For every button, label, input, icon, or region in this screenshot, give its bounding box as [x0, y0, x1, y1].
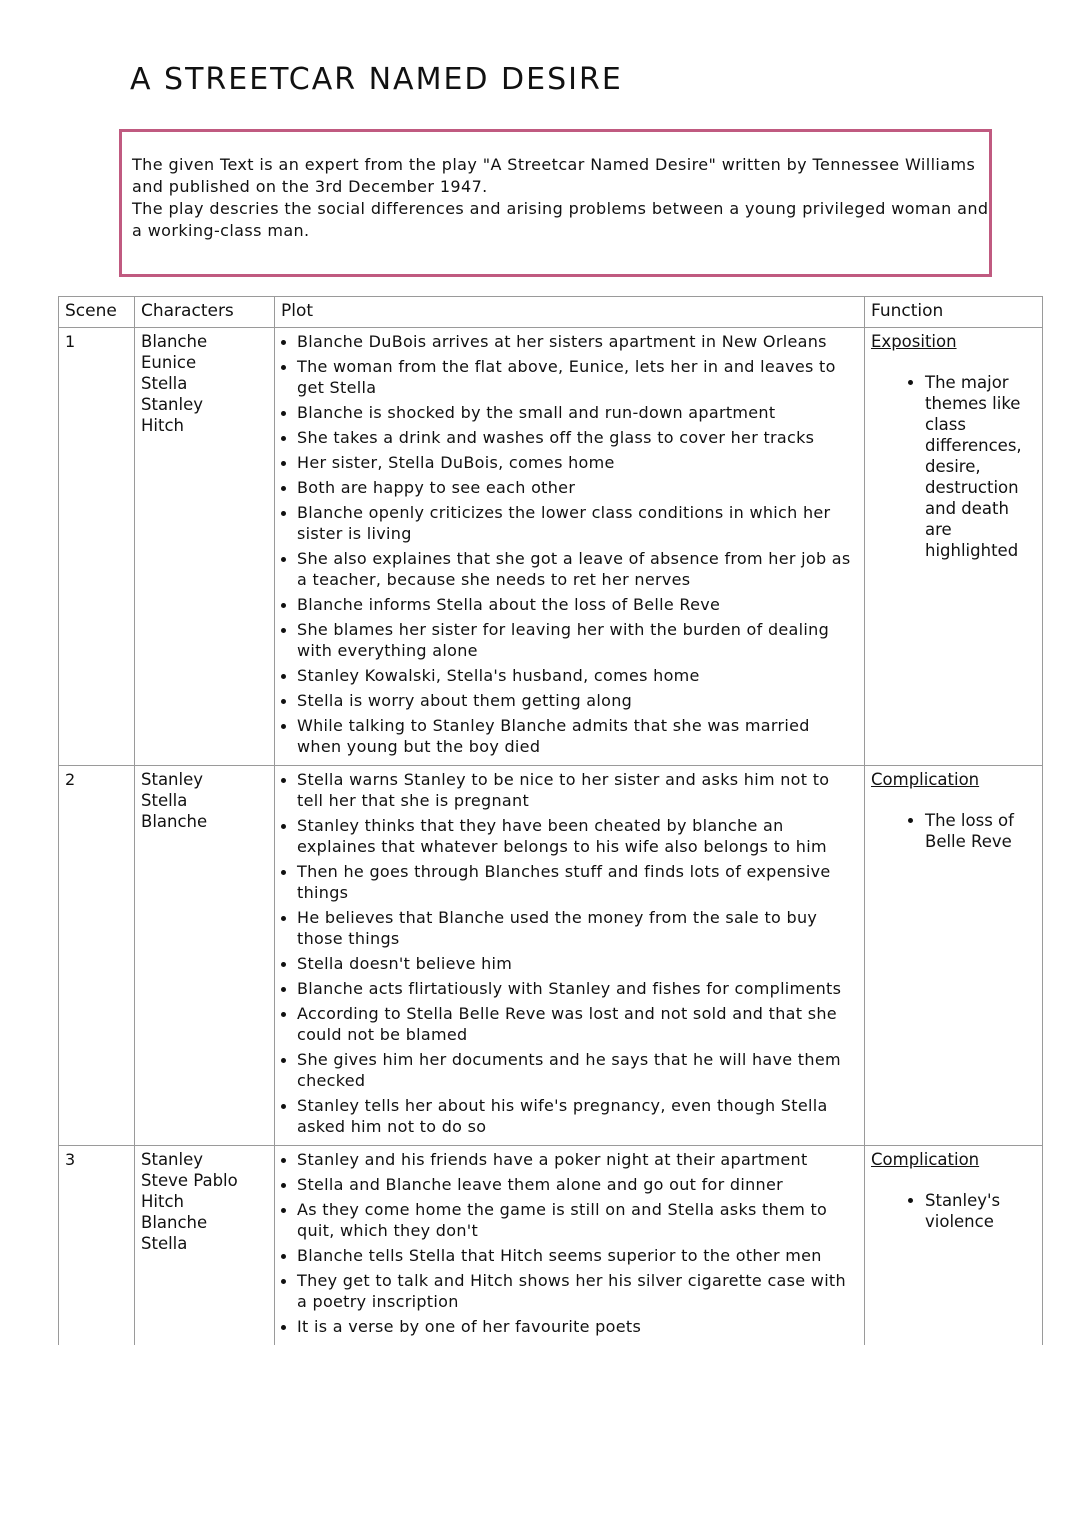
characters-list [141, 331, 268, 436]
plot-point: • Blanche is shocked by the small and run-down apartment [297, 402, 858, 423]
plot-point: • Stanley tells her about his wife's pregnancy, even though Stella asked him not to do so [297, 1095, 858, 1137]
character-name: Stanley [141, 395, 204, 414]
plot-point: • The woman from the flat above, Eunice, lets her in and leaves to get Stella [297, 356, 858, 398]
character-name: Stella [141, 1234, 188, 1253]
plot-point: • It is a verse by one of her favourite poets [297, 1316, 858, 1337]
function-name: Exposition [871, 332, 957, 351]
plot-point: • Stella is worry about them getting along [297, 690, 858, 711]
character-name: Blanche [141, 812, 208, 831]
header-function: Function [865, 297, 1043, 328]
characters-cell [135, 766, 275, 1146]
plot-point: • As they come home the game is still on and Stella asks them to quit, which they don't [297, 1199, 858, 1241]
plot-cell [275, 328, 865, 766]
plot-point: • According to Stella Belle Reve was lost and not sold and that she could not be blamed [297, 1003, 858, 1045]
function-name: Complication [871, 770, 980, 789]
character-name: Eunice [141, 353, 197, 372]
plot-point: • Blanche tells Stella that Hitch seems superior to the other men [297, 1245, 858, 1266]
plot-list [281, 769, 858, 1137]
character-name: Hitch [141, 1192, 184, 1211]
plot-list [281, 331, 858, 757]
plot-point: • Her sister, Stella DuBois, comes home [297, 452, 858, 473]
plot-list [281, 1149, 858, 1337]
theme-point: • The loss of Belle Reve [925, 810, 1036, 852]
plot-point: • Blanche openly criticizes the lower class conditions in which her sister is living [297, 502, 858, 544]
theme-point: • Stanley's violence [925, 1190, 1036, 1232]
plot-point: • Then he goes through Blanches stuff and finds lots of expensive things [297, 861, 858, 903]
table-header-row [59, 297, 1043, 328]
function-cell [865, 1146, 1043, 1346]
characters-list [141, 1149, 268, 1254]
function-themes [871, 372, 1036, 561]
scene-number: 1 [59, 328, 135, 766]
characters-cell [135, 1146, 275, 1346]
function-themes [871, 810, 1036, 852]
header-plot: Plot [275, 297, 865, 328]
scene-number: 3 [59, 1146, 135, 1346]
character-name: Stanley [141, 770, 204, 789]
plot-point: • Both are happy to see each other [297, 477, 858, 498]
table-body [59, 328, 1043, 1346]
plot-point: • She also explaines that she got a leave of absence from her job as a teacher, because she needs to ret her nerves [297, 548, 858, 590]
plot-point: • She blames her sister for leaving her with the burden of dealing with everything alone [297, 619, 858, 661]
plot-point: • They get to talk and Hitch shows her his silver cigarette case with a poetry inscription [297, 1270, 858, 1312]
scene-number: 2 [59, 766, 135, 1146]
table-row [59, 328, 1043, 766]
plot-point: • Stella warns Stanley to be nice to her sister and asks him not to tell her that she is pregnant [297, 769, 858, 811]
function-cell [865, 328, 1043, 766]
theme-point: • The major themes like class differences, desire, destruction and death are highlighted [925, 372, 1036, 561]
plot-point: • Blanche acts flirtatiously with Stanley and fishes for compliments [297, 978, 858, 999]
characters-list [141, 769, 268, 832]
plot-point: • He believes that Blanche used the money from the sale to buy those things [297, 907, 858, 949]
character-name: Steve Pablo [141, 1171, 238, 1190]
table-row [59, 766, 1043, 1146]
plot-cell [275, 1146, 865, 1346]
character-name: Stella [141, 374, 188, 393]
plot-point: • She gives him her documents and he says that he will have them checked [297, 1049, 858, 1091]
character-name: Blanche [141, 332, 208, 351]
character-name: Stella [141, 791, 188, 810]
function-name: Complication [871, 1150, 980, 1169]
table-row [59, 1146, 1043, 1346]
scene-table [58, 296, 1043, 1345]
intro-line-1: The given Text is an expert from the play "A Streetcar Named Desire" written by Tennessee Williams and published on the 3rd December 1947. [132, 155, 976, 196]
characters-cell [135, 328, 275, 766]
plot-point: • She takes a drink and washes off the glass to cover her tracks [297, 427, 858, 448]
plot-point: • Blanche DuBois arrives at her sisters apartment in New Orleans [297, 331, 858, 352]
header-scene: Scene [59, 297, 135, 328]
plot-point: • Stanley thinks that they have been cheated by blanche an explaines that whatever belongs to his wife also belongs to him [297, 815, 858, 857]
header-characters: Characters [135, 297, 275, 328]
function-cell [865, 766, 1043, 1146]
character-name: Stanley [141, 1150, 204, 1169]
plot-point: • Stella and Blanche leave them alone and go out for dinner [297, 1174, 858, 1195]
plot-point: • Blanche informs Stella about the loss of Belle Reve [297, 594, 858, 615]
plot-point: • Stella doesn't believe him [297, 953, 858, 974]
plot-point: • While talking to Stanley Blanche admits that she was married when young but the boy died [297, 715, 858, 757]
plot-point: • Stanley and his friends have a poker night at their apartment [297, 1149, 858, 1170]
plot-point: • Stanley Kowalski, Stella's husband, comes home [297, 665, 858, 686]
page-title: A STREETCAR NAMED DESIRE [130, 62, 623, 97]
plot-cell [275, 766, 865, 1146]
character-name: Hitch [141, 416, 184, 435]
intro-line-2: The play descries the social differences and arising problems between a young privileged woman and a working-class man. [132, 199, 989, 240]
character-name: Blanche [141, 1213, 208, 1232]
function-themes [871, 1190, 1036, 1232]
